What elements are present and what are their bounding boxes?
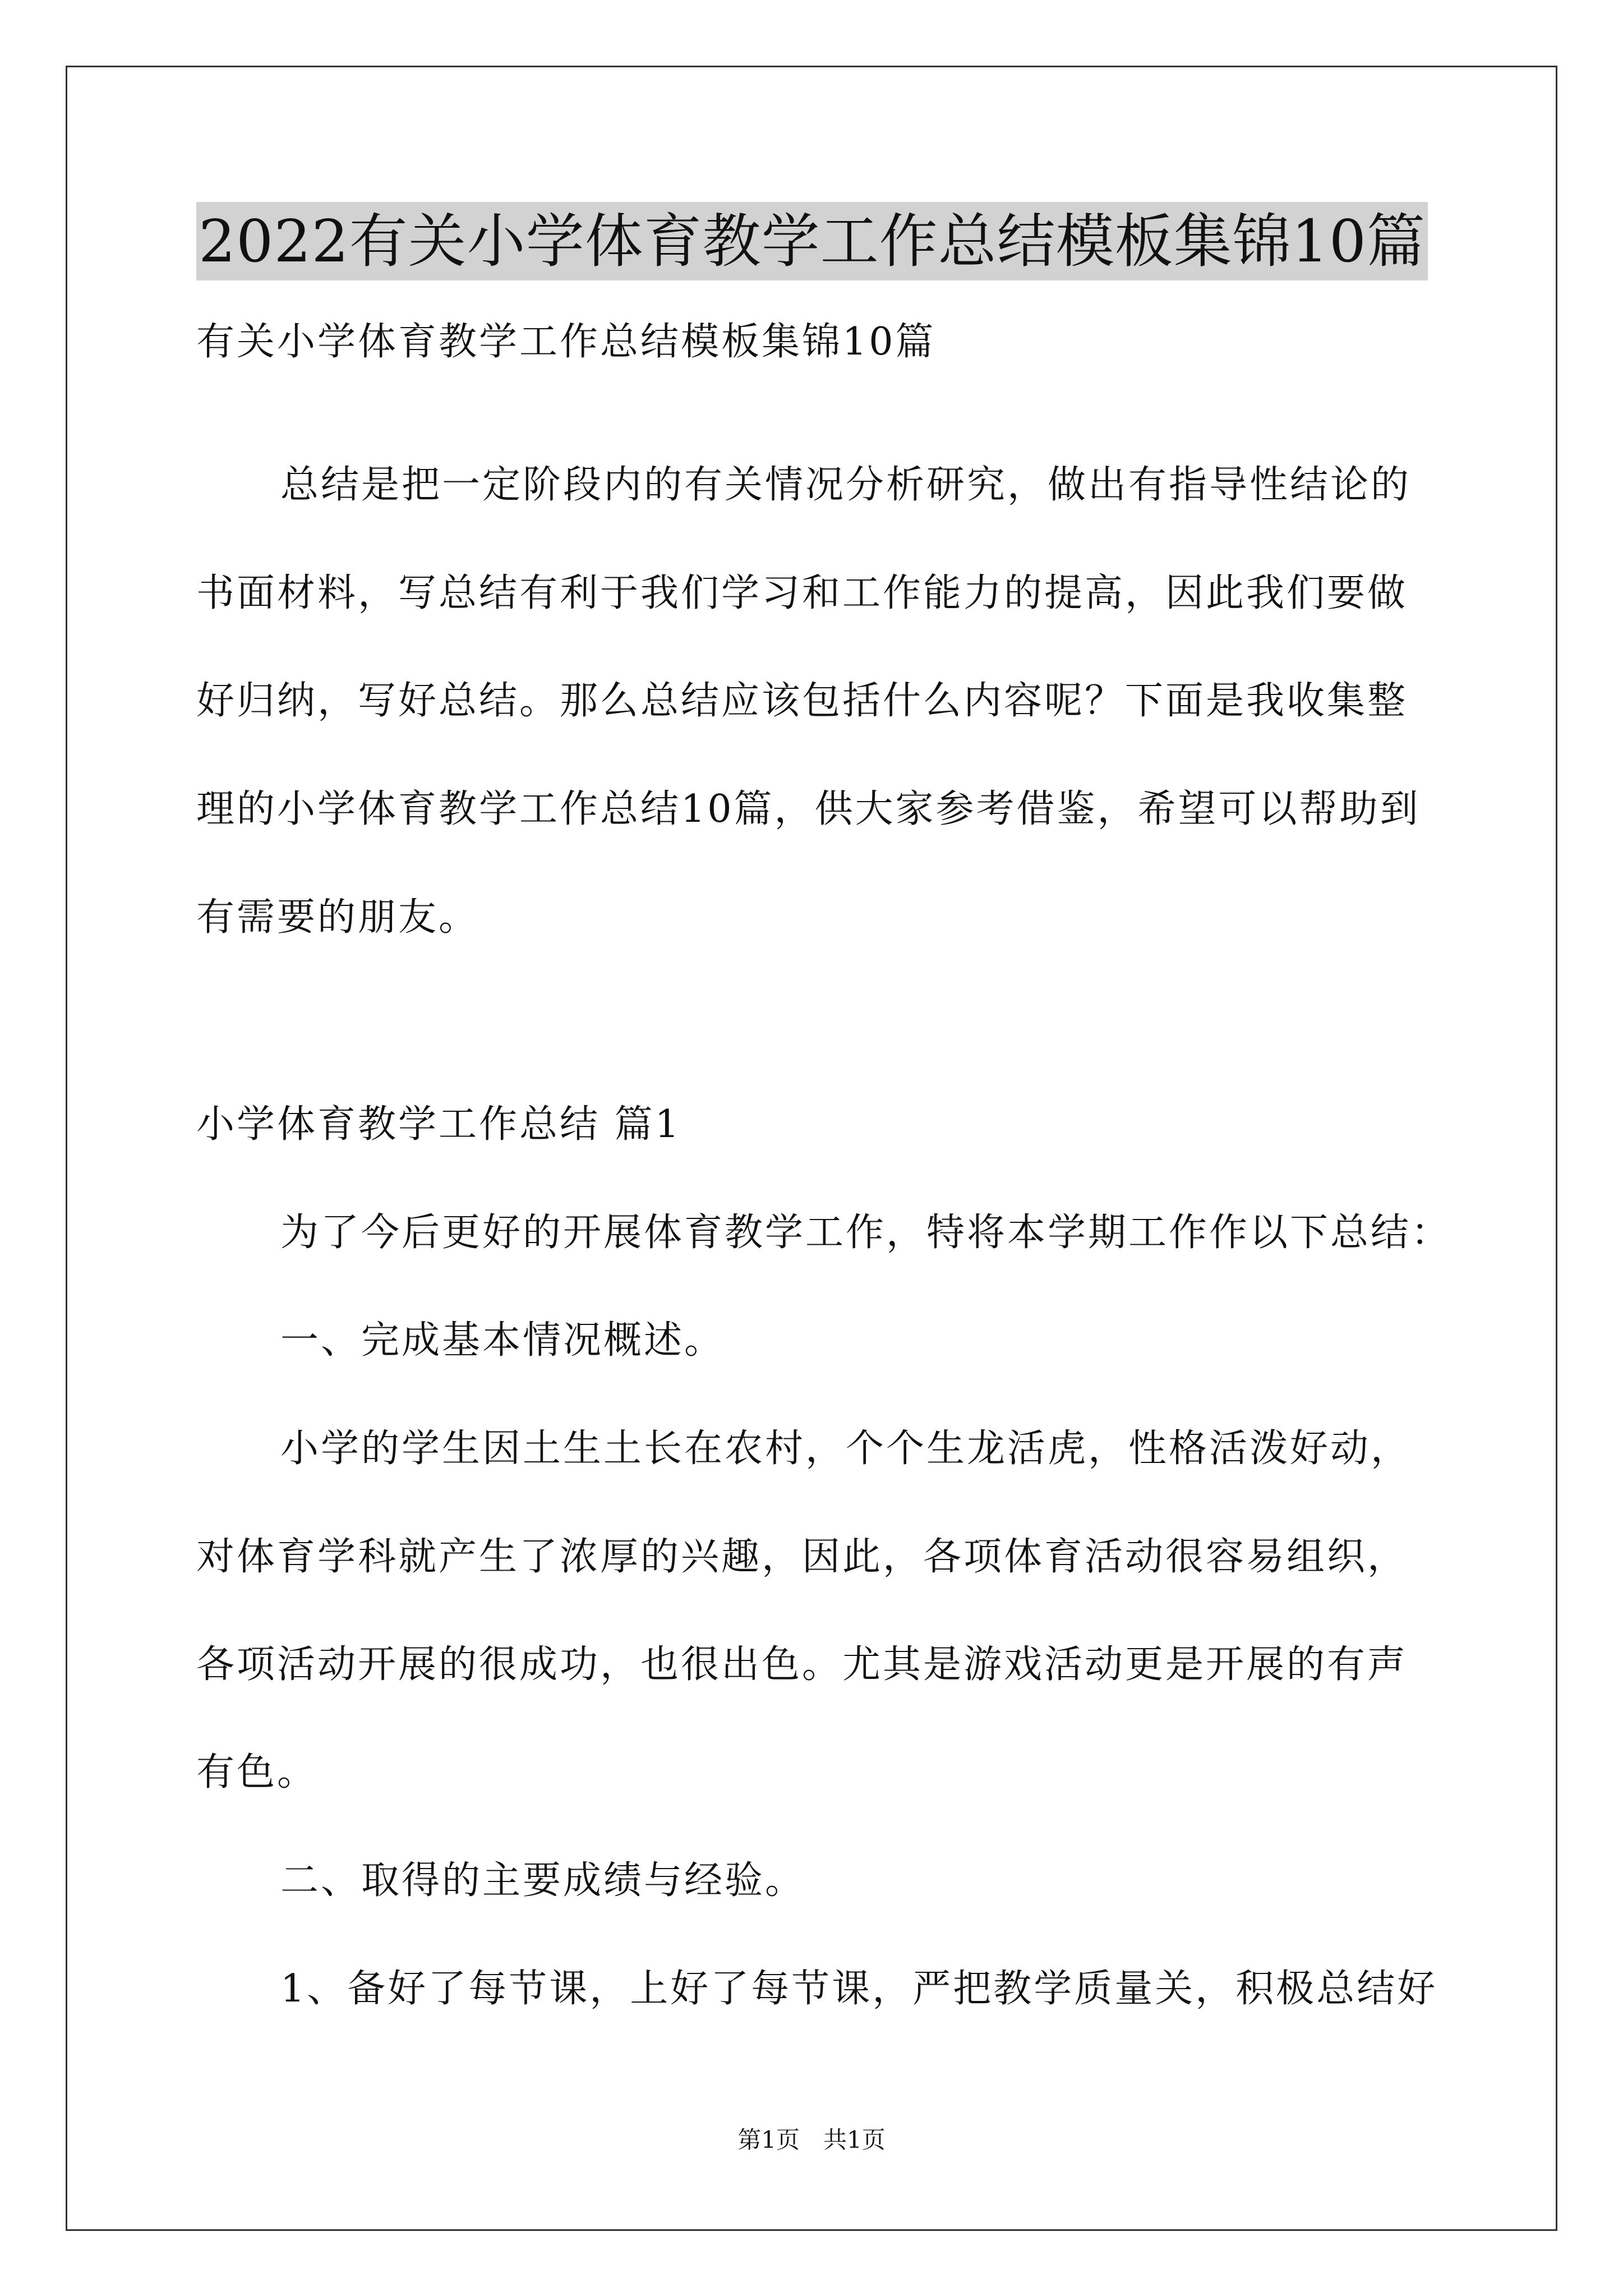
page-footer: 第1页 共1页 (737, 2126, 886, 2154)
section-heading: 小学体育教学工作总结 篇1 (196, 1102, 681, 1147)
section-line-5: 各项活动开展的很成功，也很出色。尤其是游戏活动更是开展的有声 (196, 1642, 1408, 1687)
intro-line-2: 书面材料，写总结有利于我们学习和工作能力的提高，因此我们要做 (196, 571, 1408, 615)
document-content (196, 0, 1452, 2296)
intro-line-5: 有需要的朋友。 (196, 895, 479, 940)
section-line-7: 二、取得的主要成绩与经验。 (280, 1858, 806, 1903)
section-line-8: 1、备好了每节课，上好了每节课，严把教学质量关，积极总结好 (280, 1967, 1438, 2011)
section-line-4: 对体育学科就产生了浓厚的兴趣，因此，各项体育活动很容易组织， (196, 1535, 1408, 1579)
section-line-1: 为了今后更好的开展体育教学工作，特将本学期工作作以下总结： (280, 1211, 1452, 1255)
section-line-2: 一、完成基本情况概述。 (280, 1318, 725, 1363)
document-title: 2022有关小学体育教学工作总结模板集锦10篇 (196, 202, 1428, 280)
intro-line-1: 总结是把一定阶段内的有关情况分析研究，做出有指导性结论的 (280, 463, 1412, 507)
document-subtitle: 有关小学体育教学工作总结模板集锦10篇 (196, 320, 936, 364)
intro-line-3: 好归纳，写好总结。那么总结应该包括什么内容呢？下面是我收集整 (196, 679, 1408, 723)
section-line-3: 小学的学生因土生土长在农村，个个生龙活虎，性格活泼好动， (280, 1427, 1412, 1471)
section-line-6: 有色。 (196, 1750, 318, 1795)
intro-line-4: 理的小学体育教学工作总结10篇，供大家参考借鉴，希望可以帮助到 (196, 787, 1421, 831)
